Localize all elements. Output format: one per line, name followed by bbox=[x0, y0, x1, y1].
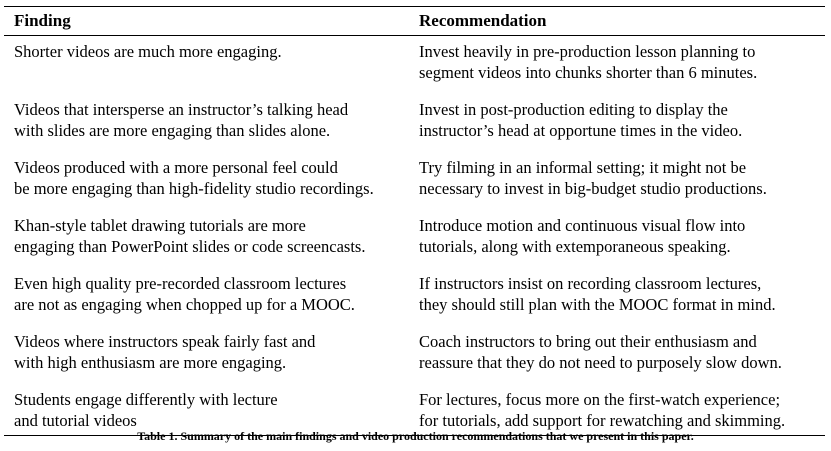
recommendation-cell: Introduce motion and continuous visual flow into tutorials, along with extemporaneous speaking. bbox=[419, 216, 746, 256]
header-recommendation: Recommendation bbox=[409, 7, 825, 36]
table-row bbox=[4, 331, 825, 389]
table-header-row bbox=[4, 7, 825, 36]
recommendation-cell: Invest in post-production editing to display the instructor’s head at opportune times in the video. bbox=[419, 100, 743, 140]
table-caption: Table 1. Summary of the main findings and video production recommendations that we present in this paper. bbox=[137, 429, 694, 443]
finding-cell: Videos where instructors speak fairly fast and with high enthusiasm are more engaging. bbox=[14, 332, 316, 372]
finding-cell: Videos that intersperse an instructor’s talking head with slides are more engaging than slides alone. bbox=[14, 100, 349, 140]
finding-cell: Shorter videos are much more engaging. bbox=[14, 42, 282, 61]
table-row bbox=[4, 99, 825, 157]
finding-cell: Even high quality pre-recorded classroom lectures are not as engaging when chopped up for a MOOC. bbox=[14, 274, 355, 314]
header-finding: Finding bbox=[4, 7, 409, 36]
findings-table-container bbox=[4, 6, 825, 436]
table-row bbox=[4, 273, 825, 331]
recommendation-cell: If instructors insist on recording classroom lectures, they should still plan with the MOOC format in mind. bbox=[419, 274, 776, 314]
recommendation-cell: For lectures, focus more on the first-watch experience; for tutorials, add support for rewatching and skimming. bbox=[409, 389, 825, 436]
finding-cell: Videos produced with a more personal feel could be more engaging than high-fidelity studio recordings. bbox=[14, 158, 374, 198]
table-row bbox=[4, 157, 825, 215]
table-row bbox=[4, 215, 825, 273]
findings-table bbox=[4, 6, 825, 436]
finding-cell: Students engage differently with lecture and tutorial videos bbox=[4, 389, 409, 436]
recommendation-cell: Coach instructors to bring out their enthusiasm and reassure that they do not need to purposely slow down. bbox=[419, 332, 782, 372]
recommendation-cell: Try filming in an informal setting; it might not be necessary to invest in big-budget studio productions. bbox=[419, 158, 767, 198]
recommendation-cell: Invest heavily in pre-production lesson planning to segment videos into chunks shorter than 6 minutes. bbox=[419, 42, 758, 82]
table-row bbox=[4, 36, 825, 100]
finding-cell: Khan-style tablet drawing tutorials are more engaging than PowerPoint slides or code screencasts. bbox=[14, 216, 366, 256]
